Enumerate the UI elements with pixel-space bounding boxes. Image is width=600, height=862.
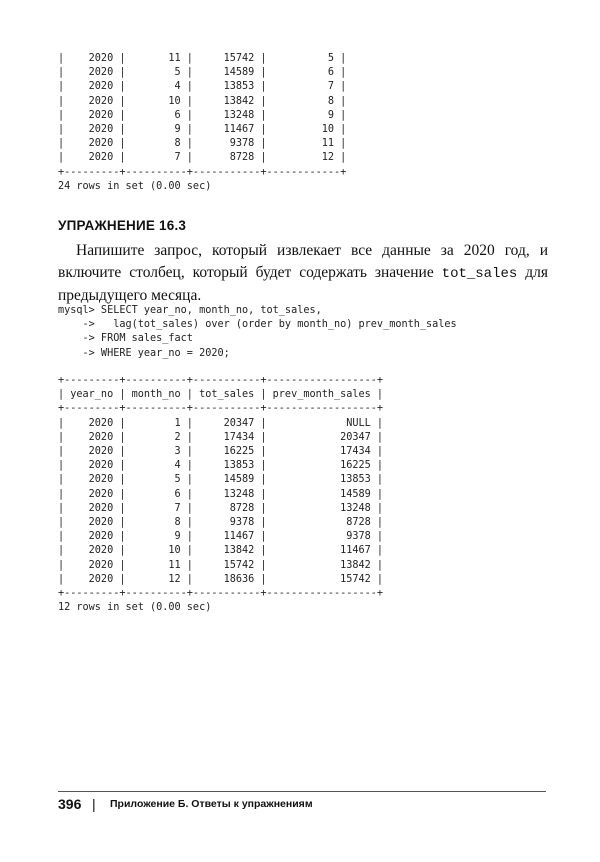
table-row: | 2020 | 2 | 17434 | 20347 | xyxy=(58,431,384,443)
table-row: | 2020 | 4 | 13853 | 7 | xyxy=(58,81,347,93)
table-border: +---------+----------+-----------+------------------+ xyxy=(58,375,384,386)
footer-separator: | xyxy=(92,796,96,812)
table-row: | 2020 | 5 | 14589 | 13853 | xyxy=(58,474,384,486)
table-border: +---------+----------+-----------+------------------+ xyxy=(58,403,384,415)
table-row: | 2020 | 1 | 20347 | NULL | xyxy=(58,417,384,429)
query-line: -> WHERE year_no = 2020; xyxy=(58,347,230,359)
previous-result-table xyxy=(58,52,346,194)
table-row: | 2020 | 8 | 9378 | 8728 | xyxy=(58,517,384,529)
table-row: | 2020 | 12 | 18636 | 15742 | xyxy=(58,573,384,585)
table-row: | 2020 | 5 | 14589 | 6 | xyxy=(58,67,347,79)
table-row: | 2020 | 9 | 11467 | 10 | xyxy=(58,124,347,136)
query-line: mysql> SELECT year_no, month_no, tot_sales, xyxy=(58,305,322,316)
table-border: +---------+----------+-----------+------------+ xyxy=(58,166,347,178)
table-header: | year_no | month_no | tot_sales | prev_month_sales | xyxy=(58,389,384,401)
exercise-title: УПРАЖНЕНИЕ 16.3 xyxy=(58,218,187,233)
table-row: | 2020 | 10 | 13842 | 11467 | xyxy=(58,545,384,557)
table-border: +---------+----------+-----------+------------------+ xyxy=(58,588,384,600)
query-result-table xyxy=(58,374,383,615)
query-line: -> FROM sales_fact xyxy=(58,333,193,345)
table-row: | 2020 | 11 | 15742 | 13842 | xyxy=(58,559,384,571)
table-row: | 2020 | 11 | 15742 | 5 | xyxy=(58,53,347,64)
table-row: | 2020 | 9 | 11467 | 9378 | xyxy=(58,531,384,543)
rows-count: 24 rows in set (0.00 sec) xyxy=(58,180,212,192)
rows-count: 12 rows in set (0.00 sec) xyxy=(58,602,212,614)
table-row: | 2020 | 4 | 13853 | 16225 | xyxy=(58,460,384,472)
footer-rule xyxy=(58,791,546,792)
exercise-text-after: для предыдущего месяца. xyxy=(58,264,548,304)
table-row: | 2020 | 7 | 8728 | 13248 | xyxy=(58,502,384,514)
table-row: | 2020 | 8 | 9378 | 11 | xyxy=(58,138,347,150)
table-row: | 2020 | 6 | 13248 | 9 | xyxy=(58,109,347,121)
sql-query xyxy=(58,304,457,361)
exercise-inline-code: tot_sales xyxy=(441,266,518,282)
running-footer-title: Приложение Б. Ответы к упражнениям xyxy=(110,798,313,810)
exercise-text-before: Напишите запрос, который извлекает все данные за 2020 год, и включите столбец, который будет содержать значение xyxy=(58,242,548,281)
table-row: | 2020 | 7 | 8728 | 12 | xyxy=(58,152,347,164)
table-row: | 2020 | 10 | 13842 | 8 | xyxy=(58,95,347,107)
exercise-text xyxy=(58,240,548,307)
table-row: | 2020 | 3 | 16225 | 17434 | xyxy=(58,446,384,458)
page-number: 396 xyxy=(58,796,82,812)
table-row: | 2020 | 6 | 13248 | 14589 | xyxy=(58,488,384,500)
query-line: -> lag(tot_sales) over (order by month_no) prev_month_sales xyxy=(58,319,457,331)
